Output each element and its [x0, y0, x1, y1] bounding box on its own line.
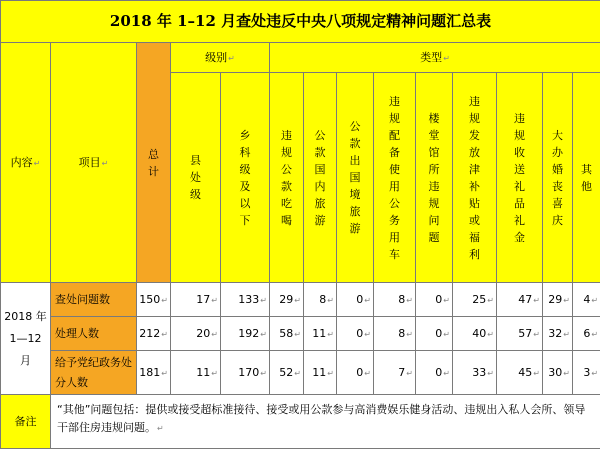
value-cell: 4↵ — [573, 283, 600, 317]
header-type-4: 楼堂馆所违规问题 — [416, 73, 453, 283]
value-cell: 52↵ — [270, 351, 304, 395]
header-type-group: 类型↵ — [270, 43, 600, 73]
header-content: 内容↵ — [1, 43, 51, 283]
value-cell: 212↵ — [137, 317, 171, 351]
value-cell: 133↵ — [221, 283, 270, 317]
value-cell: 0↵ — [416, 317, 453, 351]
header-type-3: 违规配备使用公务用车 — [374, 73, 416, 283]
header-type-8: 其他 — [573, 73, 600, 283]
value-cell: 11↵ — [304, 351, 337, 395]
value-cell: 32↵ — [543, 317, 573, 351]
table-row — [1, 317, 600, 351]
header-type-7: 大办婚丧喜庆 — [543, 73, 573, 283]
header-type-1: 公款国内旅游 — [304, 73, 337, 283]
header-level-0: 县处级 — [171, 73, 221, 283]
header-item: 项目↵ — [51, 43, 137, 283]
header-level-group: 级别↵ — [171, 43, 270, 73]
table-row — [1, 351, 600, 395]
value-cell: 40↵ — [453, 317, 497, 351]
value-cell: 47↵ — [497, 283, 543, 317]
value-cell: 192↵ — [221, 317, 270, 351]
value-cell: 25↵ — [453, 283, 497, 317]
header-type-0: 违规公款吃喝 — [270, 73, 304, 283]
value-cell: 0↵ — [416, 351, 453, 395]
table-title: 2018 年 1–12 月查处违反中央八项规定精神问题汇总表 — [1, 1, 600, 43]
remark-label: 备注 — [1, 395, 51, 449]
header-type-2: 公款出国境旅游 — [337, 73, 374, 283]
value-cell: 57↵ — [497, 317, 543, 351]
value-cell: 29↵ — [543, 283, 573, 317]
header-level-1: 乡科级及以下 — [221, 73, 270, 283]
header-type-5: 违规发放津补贴或福利 — [453, 73, 497, 283]
value-cell: 7↵ — [374, 351, 416, 395]
value-cell: 6↵ — [573, 317, 600, 351]
period-cell: 2018 年 1—12 月 — [1, 283, 51, 395]
row-label: 给予党纪政务处分人数 — [51, 351, 137, 395]
row-label: 处理人数 — [51, 317, 137, 351]
value-cell: 3↵ — [573, 351, 600, 395]
value-cell: 11↵ — [304, 317, 337, 351]
value-cell: 20↵ — [171, 317, 221, 351]
value-cell: 8↵ — [304, 283, 337, 317]
value-cell: 11↵ — [171, 351, 221, 395]
remark-text: “其他”问题包括：提供或接受超标准接待、接受或用公款参与高消费娱乐健身活动、违规出入私人会所、领导干部住房违规问题。↵ — [51, 395, 600, 449]
value-cell: 181↵ — [137, 351, 171, 395]
value-cell: 0↵ — [337, 351, 374, 395]
value-cell: 58↵ — [270, 317, 304, 351]
value-cell: 170↵ — [221, 351, 270, 395]
value-cell: 45↵ — [497, 351, 543, 395]
value-cell: 17↵ — [171, 283, 221, 317]
value-cell: 0↵ — [337, 317, 374, 351]
row-label: 查处问题数 — [51, 283, 137, 317]
header-total: 总计 — [137, 43, 171, 283]
value-cell: 8↵ — [374, 317, 416, 351]
value-cell: 0↵ — [416, 283, 453, 317]
value-cell: 29↵ — [270, 283, 304, 317]
value-cell: 33↵ — [453, 351, 497, 395]
table-row — [1, 283, 600, 317]
value-cell: 0↵ — [337, 283, 374, 317]
value-cell: 30↵ — [543, 351, 573, 395]
header-type-6: 违规收送礼品礼金 — [497, 73, 543, 283]
value-cell: 8↵ — [374, 283, 416, 317]
value-cell: 150↵ — [137, 283, 171, 317]
